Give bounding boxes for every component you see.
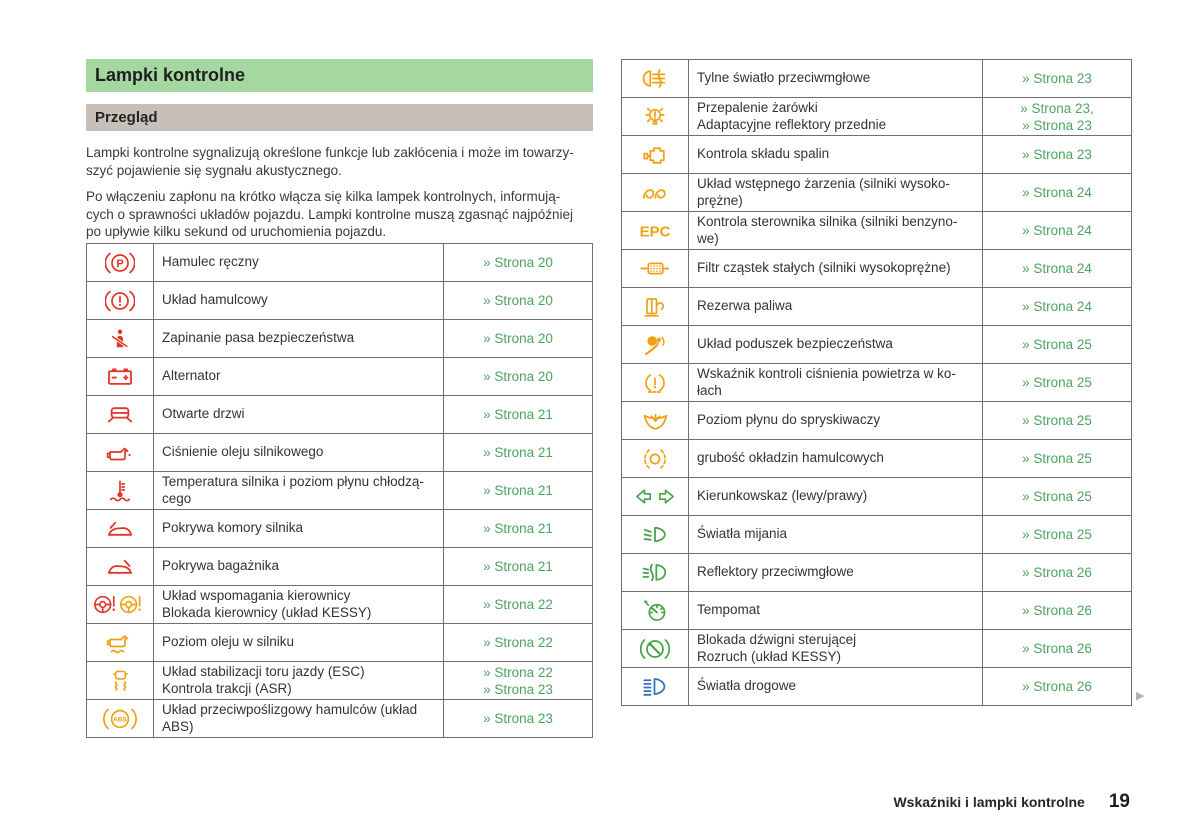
page-link[interactable]: » Strona 23 bbox=[1022, 147, 1092, 162]
page-title: Lampki kontrolne bbox=[86, 59, 593, 92]
selector-lever-lock-icon bbox=[622, 630, 689, 668]
page-reference-cell bbox=[983, 516, 1132, 554]
warning-lamps-table-left bbox=[86, 243, 593, 738]
page-reference-cell bbox=[983, 212, 1132, 250]
lamp-description-line: Pokrywa bagażnika bbox=[162, 558, 280, 574]
table-row bbox=[87, 434, 593, 472]
lamp-description-line: ABS) bbox=[162, 718, 194, 734]
lamp-description-line: Tylne światło przeciwmgłowe bbox=[697, 70, 871, 86]
rear-fog-light-icon bbox=[622, 60, 689, 98]
washer-fluid-icon bbox=[622, 402, 689, 440]
page-reference-cell bbox=[983, 174, 1132, 212]
low-beam-icon bbox=[622, 516, 689, 554]
lamp-description-line: Układ przeciwpoślizgowy hamulców (układ bbox=[162, 702, 418, 717]
page-reference-cell bbox=[983, 250, 1132, 288]
lamp-description-line: prężne) bbox=[697, 192, 743, 208]
page-reference-cell bbox=[444, 662, 593, 700]
table-row bbox=[87, 472, 593, 510]
lamp-description bbox=[689, 174, 983, 212]
lamp-description-line: Reflektory przeciwmgłowe bbox=[697, 564, 854, 580]
lamp-description-line: Alternator bbox=[162, 368, 221, 384]
page-reference-cell bbox=[444, 434, 593, 472]
seatbelt-icon bbox=[87, 320, 154, 358]
intro-line: cych o sprawności układów pojazdu. Lampki kontrolne muszą zgasnąć najpóźniej bbox=[86, 206, 574, 222]
lamp-description-line: Hamulec ręczny bbox=[162, 254, 259, 270]
lamp-description bbox=[689, 98, 983, 136]
table-row bbox=[87, 358, 593, 396]
lamp-description bbox=[689, 592, 983, 630]
lamp-description-line: Tempomat bbox=[697, 602, 761, 618]
table-row bbox=[87, 510, 593, 548]
lamp-description bbox=[154, 662, 444, 700]
footer-page-number: 19 bbox=[1108, 791, 1130, 812]
page-reference-cell bbox=[444, 320, 593, 358]
page-reference-cell bbox=[983, 60, 1132, 98]
lamp-description-line: Blokada dźwigni sterującej bbox=[697, 632, 857, 647]
page-reference-cell bbox=[983, 440, 1132, 478]
lamp-description bbox=[689, 212, 983, 250]
oil-pressure-icon bbox=[87, 434, 154, 472]
lamp-description bbox=[154, 282, 444, 320]
lamp-description bbox=[154, 586, 444, 624]
epc-icon bbox=[622, 212, 689, 250]
high-beam-icon bbox=[622, 668, 689, 706]
page-reference-cell bbox=[444, 358, 593, 396]
page-reference-cell bbox=[444, 472, 593, 510]
lamp-description bbox=[689, 288, 983, 326]
lamp-description bbox=[154, 472, 444, 510]
page-link[interactable]: » Strona 21 bbox=[483, 559, 553, 574]
table-row bbox=[622, 364, 1132, 402]
table-row bbox=[622, 630, 1132, 668]
lamp-description bbox=[154, 396, 444, 434]
lamp-description-line: Blokada kierownicy (układ KESSY) bbox=[162, 604, 372, 620]
bulb-failure-icon bbox=[622, 98, 689, 136]
page-reference-cell bbox=[983, 554, 1132, 592]
table-row bbox=[87, 624, 593, 662]
lamp-description bbox=[689, 630, 983, 668]
intro-text bbox=[86, 144, 606, 250]
lamp-description-line: cego bbox=[162, 490, 192, 506]
table-row bbox=[87, 662, 593, 700]
section-header: Przegląd bbox=[86, 104, 593, 131]
lamp-description-line: Światła mijania bbox=[697, 526, 788, 542]
lamp-description bbox=[689, 364, 983, 402]
abs-icon bbox=[87, 700, 154, 738]
table-row bbox=[622, 98, 1132, 136]
lamp-description bbox=[689, 668, 983, 706]
table-row bbox=[622, 668, 1132, 706]
page-reference-cell bbox=[444, 548, 593, 586]
warning-lamps-table-right bbox=[621, 59, 1132, 706]
coolant-temperature-icon bbox=[87, 472, 154, 510]
lamp-description bbox=[154, 320, 444, 358]
page-link[interactable]: » Strona 20 bbox=[483, 293, 553, 308]
page-link[interactable]: » Strona 25 bbox=[1022, 413, 1092, 428]
page-link[interactable]: » Strona 24 bbox=[1022, 185, 1092, 200]
table-row bbox=[87, 700, 593, 738]
cruise-control-icon bbox=[622, 592, 689, 630]
page-link[interactable]: » Strona 21 bbox=[483, 521, 553, 536]
page-link[interactable]: » Strona 23, bbox=[1020, 100, 1094, 116]
lamp-description bbox=[689, 554, 983, 592]
table-row bbox=[622, 250, 1132, 288]
page-link[interactable]: » Strona 26 bbox=[1022, 679, 1092, 694]
table-row bbox=[87, 586, 593, 624]
table-continuation-arrow: ▶ bbox=[1136, 690, 1145, 702]
page-link[interactable]: » Strona 25 bbox=[1022, 489, 1092, 504]
page-reference-cell bbox=[444, 624, 593, 662]
lamp-description-line: Pokrywa komory silnika bbox=[162, 520, 304, 536]
lamp-description-line: Układ hamulcowy bbox=[162, 292, 268, 308]
page-reference-cell bbox=[983, 98, 1132, 136]
lamp-description-line: Układ wstępnego żarzenia (silniki wysoko- bbox=[697, 176, 950, 191]
brake-system-icon bbox=[87, 282, 154, 320]
particulate-filter-icon bbox=[622, 250, 689, 288]
battery-icon bbox=[87, 358, 154, 396]
lamp-description-line: Przepalenie żarówki bbox=[697, 100, 818, 115]
table-row bbox=[622, 554, 1132, 592]
lamp-description bbox=[689, 136, 983, 174]
svg-text:EPC: EPC bbox=[639, 223, 671, 240]
table-row bbox=[622, 592, 1132, 630]
lamp-description bbox=[689, 250, 983, 288]
page-reference-cell bbox=[983, 478, 1132, 516]
front-fog-light-icon bbox=[622, 554, 689, 592]
page-link[interactable]: » Strona 20 bbox=[483, 331, 553, 346]
parking-brake-icon bbox=[87, 244, 154, 282]
lamp-description-line: Kontrola składu spalin bbox=[697, 146, 830, 162]
esc-icon bbox=[87, 662, 154, 700]
lamp-description bbox=[154, 700, 444, 738]
fuel-reserve-icon bbox=[622, 288, 689, 326]
lamp-description-line: Kontrola sterownika silnika (silniki benzyno- bbox=[697, 214, 958, 229]
intro-paragraph-1 bbox=[86, 144, 606, 179]
table-row bbox=[622, 326, 1132, 364]
intro-line: Po włączeniu zapłonu na krótko włącza się kilka lampek kontrolnych, informują- bbox=[86, 189, 561, 204]
table-row bbox=[622, 402, 1132, 440]
lamp-description-line: Rezerwa paliwa bbox=[697, 298, 793, 314]
lamp-description-line: Wskaźnik kontroli ciśnienia powietrza w ko- bbox=[697, 366, 956, 381]
page-link[interactable]: » Strona 24 bbox=[1022, 261, 1092, 276]
page-reference-cell bbox=[444, 586, 593, 624]
page-link[interactable]: » Strona 21 bbox=[483, 483, 553, 498]
page-link[interactable]: » Strona 24 bbox=[1022, 299, 1092, 314]
airbag-icon bbox=[622, 326, 689, 364]
page-reference-cell bbox=[983, 364, 1132, 402]
lamp-description-line: Poziom płynu do spryskiwaczy bbox=[697, 412, 881, 428]
boot-open-icon bbox=[87, 548, 154, 586]
page-link[interactable]: » Strona 21 bbox=[483, 407, 553, 422]
door-open-icon bbox=[87, 396, 154, 434]
brake-pads-icon bbox=[622, 440, 689, 478]
page-reference-cell bbox=[983, 630, 1132, 668]
page-reference-cell bbox=[444, 510, 593, 548]
lamp-description bbox=[689, 440, 983, 478]
page-reference-cell bbox=[983, 402, 1132, 440]
table-row bbox=[87, 244, 593, 282]
lamp-description-line: Układ poduszek bezpieczeństwa bbox=[697, 336, 893, 352]
table-row bbox=[87, 396, 593, 434]
lamp-description-line: Zapinanie pasa bezpieczeństwa bbox=[162, 330, 355, 346]
lamp-description-line: Światła drogowe bbox=[697, 678, 797, 694]
page-link[interactable]: » Strona 26 bbox=[1022, 603, 1092, 618]
exhaust-control-icon bbox=[622, 136, 689, 174]
tyre-pressure-icon bbox=[622, 364, 689, 402]
lamp-description bbox=[154, 434, 444, 472]
intro-line: Lampki kontrolne sygnalizują określone funkcje lub zakłócenia i może im towarzy- bbox=[86, 145, 574, 160]
lamp-description bbox=[154, 548, 444, 586]
page-reference-cell bbox=[983, 326, 1132, 364]
lamp-description-line: we) bbox=[697, 230, 719, 246]
table-row bbox=[87, 320, 593, 358]
table-row bbox=[622, 174, 1132, 212]
lamp-description-line: Temperatura silnika i poziom płynu chłodzą- bbox=[162, 474, 424, 489]
turn-indicators-icon bbox=[622, 478, 689, 516]
page-link[interactable]: » Strona 24 bbox=[1022, 223, 1092, 238]
page-link[interactable]: » Strona 26 bbox=[1022, 565, 1092, 580]
page-link[interactable]: » Strona 26 bbox=[1022, 641, 1092, 656]
table-row bbox=[622, 440, 1132, 478]
page-link[interactable]: » Strona 25 bbox=[1022, 375, 1092, 390]
page-link[interactable]: » Strona 25 bbox=[1022, 337, 1092, 352]
table-row bbox=[622, 136, 1132, 174]
lamp-description-line: łach bbox=[697, 382, 722, 398]
lamp-description-line: Kontrola trakcji (ASR) bbox=[162, 680, 292, 696]
lamp-description-line: grubość okładzin hamulcowych bbox=[697, 450, 884, 466]
lamp-description-line: Układ wspomagania kierownicy bbox=[162, 588, 351, 603]
lamp-description-line: Adaptacyjne reflektory przednie bbox=[697, 116, 887, 132]
page-link[interactable]: » Strona 20 bbox=[483, 255, 553, 270]
lamp-description bbox=[154, 510, 444, 548]
table-row bbox=[622, 516, 1132, 554]
lamp-description-line: Układ stabilizacji toru jazdy (ESC) bbox=[162, 664, 365, 679]
page-reference-cell bbox=[983, 668, 1132, 706]
table-row bbox=[622, 60, 1132, 98]
table-row bbox=[622, 288, 1132, 326]
lamp-description bbox=[689, 402, 983, 440]
footer-chapter-title: Wskaźniki i lampki kontrolne bbox=[893, 794, 1085, 810]
page-footer bbox=[86, 791, 1130, 813]
page-reference-cell bbox=[983, 136, 1132, 174]
intro-line: szyć pojawienie się sygnału akustycznego. bbox=[86, 162, 342, 178]
page-link[interactable]: » Strona 22 bbox=[483, 597, 553, 612]
lamp-description-line: Poziom oleju w silniku bbox=[162, 634, 295, 650]
page-reference-cell bbox=[983, 288, 1132, 326]
lamp-description bbox=[154, 624, 444, 662]
table-row bbox=[87, 282, 593, 320]
page-link[interactable]: » Strona 22 bbox=[483, 635, 553, 650]
table-row bbox=[622, 478, 1132, 516]
steering-assist-icon bbox=[87, 586, 154, 624]
table-row bbox=[87, 548, 593, 586]
lamp-description-line: Otwarte drzwi bbox=[162, 406, 245, 422]
lamp-description bbox=[154, 244, 444, 282]
intro-line: po upływie kilku sekund od uruchomienia pojazdu. bbox=[86, 224, 387, 239]
page-link[interactable]: » Strona 23 bbox=[483, 711, 553, 726]
page-link[interactable]: » Strona 21 bbox=[483, 445, 553, 460]
page-link[interactable]: » Strona 25 bbox=[1022, 527, 1092, 542]
table-row bbox=[622, 212, 1132, 250]
page-link[interactable]: » Strona 25 bbox=[1022, 451, 1092, 466]
lamp-description bbox=[689, 478, 983, 516]
page-reference-cell bbox=[444, 244, 593, 282]
page-link[interactable]: » Strona 22 bbox=[483, 664, 553, 680]
lamp-description bbox=[689, 60, 983, 98]
lamp-description-line: Kierunkowskaz (lewy/prawy) bbox=[697, 488, 868, 504]
oil-level-icon bbox=[87, 624, 154, 662]
page-reference-cell bbox=[444, 282, 593, 320]
page-link[interactable]: » Strona 23 bbox=[1022, 71, 1092, 86]
lamp-description bbox=[689, 326, 983, 364]
page-link[interactable]: » Strona 23 bbox=[1022, 117, 1092, 133]
lamp-description-line: Filtr cząstek stałych (silniki wysokoprężne) bbox=[697, 260, 951, 276]
page-reference-cell bbox=[444, 700, 593, 738]
intro-paragraph-2 bbox=[86, 188, 606, 241]
page-link[interactable]: » Strona 20 bbox=[483, 369, 553, 384]
page-reference-cell bbox=[444, 396, 593, 434]
glow-plug-icon bbox=[622, 174, 689, 212]
bonnet-open-icon bbox=[87, 510, 154, 548]
lamp-description-line: Rozruch (układ KESSY) bbox=[697, 648, 842, 664]
lamp-description bbox=[689, 516, 983, 554]
lamp-description-line: Ciśnienie oleju silnikowego bbox=[162, 444, 324, 460]
page-reference-cell bbox=[983, 592, 1132, 630]
lamp-description bbox=[154, 358, 444, 396]
svg-text:P: P bbox=[116, 257, 124, 270]
svg-text:ABS: ABS bbox=[113, 715, 127, 723]
page-link[interactable]: » Strona 23 bbox=[483, 681, 553, 697]
